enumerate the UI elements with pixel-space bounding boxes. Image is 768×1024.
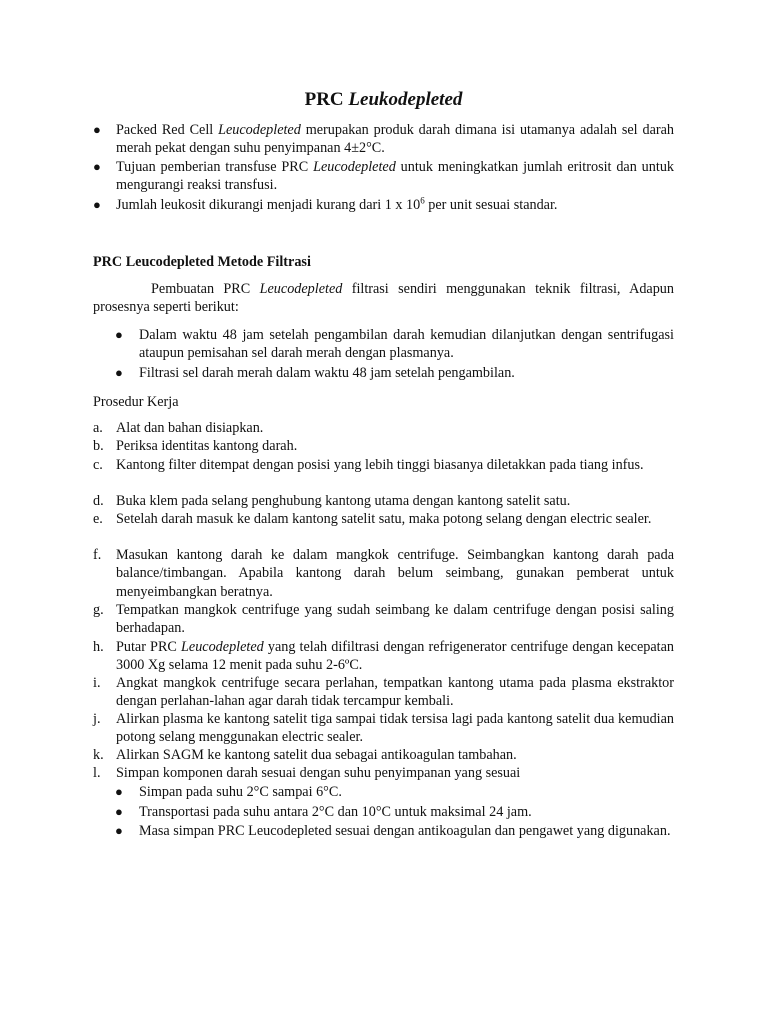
bullet-text: Masa simpan PRC Leucodepleted sesuai dengan antikoagulan dan pengawet yang digunakan. (139, 823, 671, 839)
bullet-icon: ● (115, 804, 123, 819)
step-text: Alirkan plasma ke kantong satelit tiga sampai tidak tersisa lagi pada kantong satelit dua kemudian potong selang menggunakan electric sealer. (116, 711, 674, 746)
bullet-icon: ● (115, 365, 123, 380)
step-text: Alat dan bahan disiapkan. (116, 420, 264, 436)
bullet-italic: Leucodepleted (218, 122, 301, 138)
step-text: Setelah darah masuk ke dalam kantong satelit satu, maka potong selang dengan electric sealer. (116, 511, 652, 527)
step-text: Putar PRC (116, 639, 181, 655)
step-label: e. (93, 511, 103, 527)
bullet-text: Jumlah leukosit dikurangi menjadi kurang dari 1 x 10 (116, 197, 421, 213)
step-label: d. (93, 493, 104, 509)
step-label: b. (93, 438, 104, 454)
step-text: yang telah difiltrasi dengan refrigenerator centrifuge dengan kecepatan 3000 Xg selama 12 menit pada suhu 2-6ºC. (116, 639, 674, 674)
bullet-italic: Leucodepleted (313, 159, 396, 175)
step-label: a. (93, 420, 103, 436)
step-text: Masukan kantong darah ke dalam mangkok centrifuge. Seimbangkan kantong darah pada balance/timbangan. Apabila kantong darah belum seimbang, gunakan pemberat untuk menyeimbangkan beratnya. (116, 547, 674, 600)
step-text: Periksa identitas kantong darah. (116, 438, 298, 454)
bullet-text: Filtrasi sel darah merah dalam waktu 48 jam setelah pengambilan. (139, 365, 515, 381)
step-label: h. (93, 639, 104, 655)
bullet-text: Dalam waktu 48 jam setelah pengambilan darah kemudian dilanjutkan dengan sentrifugasi ataupun pemisahan sel darah merah dengan plasmanya. (139, 327, 674, 362)
bullet-icon: ● (115, 823, 123, 838)
bullet-icon: ● (93, 197, 101, 212)
step-label: f. (93, 547, 102, 563)
intro-paragraph (93, 280, 674, 317)
step-text: Alirkan SAGM ke kantong satelit dua sebagai antikoagulan tambahan. (116, 747, 517, 763)
bullet-text: Transportasi pada suhu antara 2°C dan 10°C untuk maksimal 24 jam. (139, 804, 532, 820)
step-label: j. (93, 711, 101, 727)
title-italic: Leukodepleted (348, 89, 463, 110)
step-label: l. (93, 765, 101, 781)
page-title (93, 89, 674, 111)
paragraph-text: filtrasi sendiri menggunakan teknik filtrasi, Adapun prosesnya seperti berikut: (93, 281, 674, 316)
paragraph-italic: Leucodepleted (259, 281, 343, 297)
bullet-icon: ● (93, 159, 101, 174)
step-italic: Leucodepleted (181, 639, 264, 655)
step-label: g. (93, 602, 104, 618)
bullet-icon: ● (115, 327, 123, 342)
bullet-icon: ● (93, 122, 101, 137)
bullet-text: per unit sesuai standar. (424, 197, 558, 213)
superscript: 6 (420, 195, 425, 206)
step-label: k. (93, 747, 104, 763)
step-label: c. (93, 457, 103, 473)
step-text: Buka klem pada selang penghubung kantong utama dengan kantong satelit satu. (116, 493, 571, 509)
procedure-heading: Prosedur Kerja (93, 394, 179, 410)
bullet-text: Simpan pada suhu 2°C sampai 6°C. (139, 784, 342, 800)
bullet-text: untuk meningkatkan jumlah eritrosit dan untuk mengurangi reaksi transfusi. (116, 159, 675, 194)
bullet-text: Packed Red Cell (116, 122, 219, 138)
step-label: i. (93, 675, 101, 691)
title-prefix: PRC (304, 89, 344, 110)
paragraph-text: Pembuatan PRC (151, 281, 260, 297)
bullet-text: Tujuan pemberian transfuse PRC (116, 159, 314, 175)
step-text: Tempatkan mangkok centrifuge yang sudah seimbang ke dalam centrifuge dengan posisi saling berhadapan. (116, 602, 674, 637)
bullet-text: merupakan produk darah dimana isi utamanya adalah sel darah merah pekat dengan suhu penyimpanan 4±2°C. (116, 122, 675, 157)
section-heading: PRC Leucodepleted Metode Filtrasi (93, 254, 311, 270)
step-text: Kantong filter ditempat dengan posisi yang lebih tinggi biasanya diletakkan pada tiang infus. (116, 457, 644, 473)
step-text: Angkat mangkok centrifuge secara perlahan, tempatkan kantong utama pada plasma ekstraktor dengan perlahan-lahan agar darah tidak tercampur kembali. (116, 675, 674, 710)
bullet-icon: ● (115, 784, 123, 799)
step-text: Simpan komponen darah sesuai dengan suhu penyimpanan yang sesuai (116, 765, 521, 781)
